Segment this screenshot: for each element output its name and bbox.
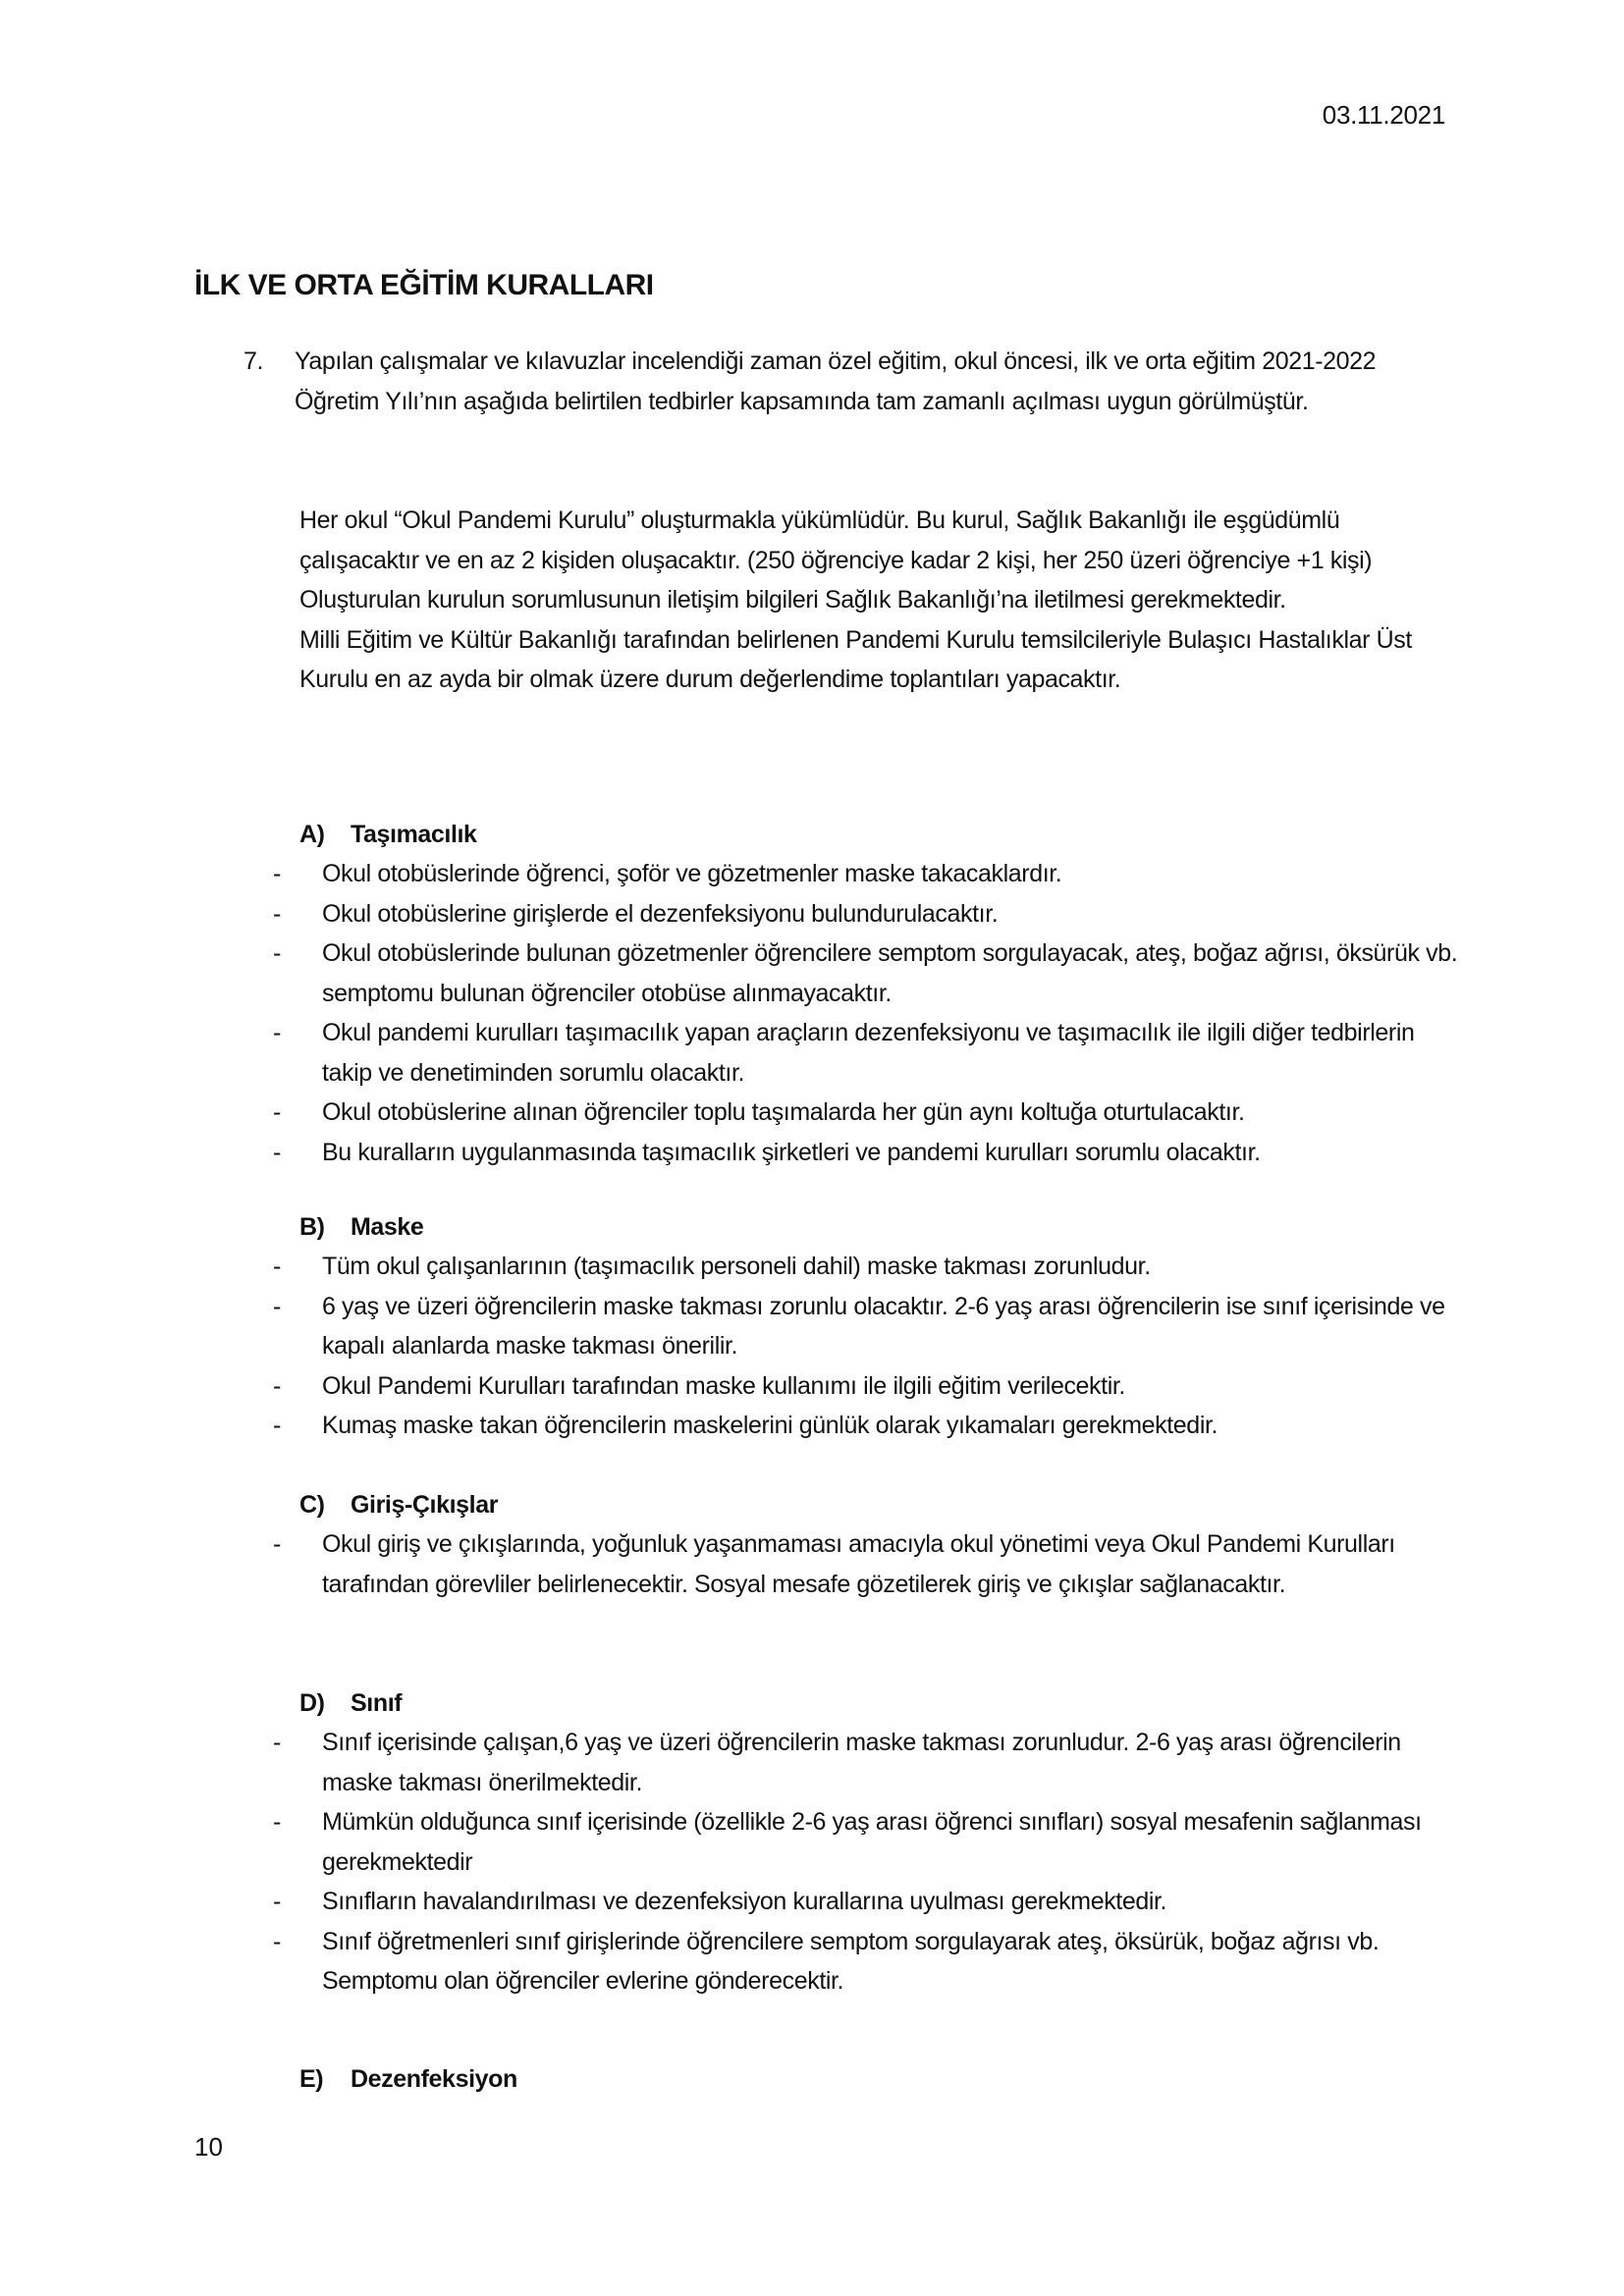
section-label: Sınıf (351, 1689, 403, 1717)
list-item: - Kumaş maske takan öğrencilerin maskelerini günlük olarak yıkamaları gerekmektedir. (265, 1406, 1463, 1446)
section-classroom (265, 1683, 1463, 2002)
dash-bullet-icon: - (273, 939, 281, 967)
list-item: - Bu kuralların uygulanmasında taşımacılık şirketleri ve pandemi kurulları sorumlu olacaktır. (265, 1133, 1463, 1173)
dash-bullet-icon: - (273, 1530, 281, 1558)
dash-bullet-icon: - (273, 899, 281, 928)
numbered-item (244, 342, 1451, 421)
bullet-list (265, 854, 1463, 1172)
list-item: - Sınıf öğretmenleri sınıf girişlerinde öğrencilere semptom sorgulayarak ateş, öksürük, boğaz ağrısı vb. Semptomu olan öğrenciler evlerine gönderecektir. (265, 1922, 1463, 2002)
page-number: 10 (194, 2132, 223, 2162)
section-label: Maske (351, 1213, 424, 1241)
dash-bullet-icon: - (273, 1019, 281, 1046)
list-item: - Tüm okul çalışanlarının (taşımacılık personeli dahil) maske takması zorunludur. (265, 1247, 1463, 1287)
bullet-list (265, 1247, 1463, 1446)
dash-bullet-icon: - (273, 1371, 281, 1400)
section-mask (265, 1207, 1463, 1446)
section-heading (299, 1207, 1463, 1247)
list-item: - Mümkün olduğunca sınıf içerisinde (özellikle 2-6 yaş arası öğrenci sınıfları) sosyal mesafenin sağlanması gerekmektedir (265, 1802, 1463, 1882)
item-number: 7. (244, 347, 264, 375)
section-entrances (265, 1485, 1463, 1604)
dash-bullet-icon: - (273, 1253, 281, 1280)
bullet-list (265, 1524, 1463, 1604)
section-heading (299, 1485, 1463, 1524)
dash-bullet-icon: - (273, 1888, 281, 1915)
section-heading (299, 815, 1463, 854)
list-item: - Okul otobüslerinde öğrenci, şoför ve gözetmenler maske takacaklardır. (265, 854, 1463, 894)
dash-bullet-icon: - (273, 1292, 281, 1320)
list-item: - Okul pandemi kurulları taşımacılık yapan araçların dezenfeksiyonu ve taşımacılık ile ilgili diğer tedbirlerin takip ve denetiminden sorumlu olacaktır. (265, 1013, 1463, 1093)
section-letter: D) (299, 1689, 325, 1717)
section-letter: A) (299, 821, 325, 848)
list-item: - Sınıfların havalandırılması ve dezenfeksiyon kurallarına uyulması gerekmektedir. (265, 1882, 1463, 1922)
section-letter: E) (299, 2065, 324, 2093)
list-item: - Okul otobüslerinde bulunan gözetmenler öğrencilere semptom sorgulayacak, ateş, boğaz ağrısı, öksürük vb. semptomu bulunan öğrenciler otobüse alınmayacaktır. (265, 934, 1463, 1013)
list-item: - Okul otobüslerine alınan öğrenciler toplu taşımalarda her gün aynı koltuğa oturtulacaktır. (265, 1093, 1463, 1133)
dash-bullet-icon: - (273, 1412, 281, 1439)
list-item: - Okul giriş ve çıkışlarında, yoğunluk yaşanmaması amacıyla okul yönetimi veya Okul Pandemi Kurulları tarafından görevliler belirlenecektir. Sosyal mesafe gözetilerek giriş ve çıkışlar sağlanacaktır. (265, 1524, 1463, 1604)
list-item: - Okul Pandemi Kurulları tarafından maske kullanımı ile ilgili eğitim verilecektir. (265, 1366, 1463, 1407)
section-disinfection (265, 2059, 1463, 2099)
paragraph: Milli Eğitim ve Kültür Bakanlığı tarafından belirlenen Pandemi Kurulu temsilcileriyle Bulaşıcı Hastalıklar Üst Kurulu en az ayda bir olmak üzere durum değerlendime toplantıları yapacaktır. (299, 625, 1412, 693)
section-label: Giriş-Çıkışlar (351, 1491, 499, 1519)
dash-bullet-icon: - (273, 1098, 281, 1126)
section-heading (299, 2059, 1463, 2099)
bullet-list (265, 1723, 1463, 2002)
dash-bullet-icon: - (273, 1138, 281, 1166)
list-item: - 6 yaş ve üzeri öğrencilerin maske takması zorunlu olacaktır. 2-6 yaş arası öğrencilerin ise sınıf içerisinde ve kapalı alanlarda maske takması önerilir. (265, 1287, 1463, 1366)
section-letter: C) (299, 1491, 325, 1519)
dash-bullet-icon: - (273, 1729, 281, 1756)
list-item: - Okul otobüslerine girişlerde el dezenfeksiyonu bulundurulacaktır. (265, 894, 1463, 934)
item-text: Yapılan çalışmalar ve kılavuzlar incelendiği zaman özel eğitim, okul öncesi, ilk ve orta eğitim 2021-2022 Öğretim Yılı’nın aşağıda belirtilen tedbirler kapsamında tam zamanlı açılması uygun görülmüştür. (295, 347, 1377, 415)
dash-bullet-icon: - (273, 1927, 281, 1955)
section-letter: B) (299, 1213, 325, 1241)
list-item: - Sınıf içerisinde çalışan,6 yaş ve üzeri öğrencilerin maske takması zorunludur. 2-6 yaş arası öğrencilerin maske takması önerilmektedir. (265, 1723, 1463, 1802)
dash-bullet-icon: - (273, 1808, 281, 1836)
section-label: Dezenfeksiyon (351, 2065, 517, 2093)
intro-paragraphs (299, 501, 1458, 700)
page-title: İLK VE ORTA EĞİTİM KURALLARI (194, 269, 654, 301)
dash-bullet-icon: - (273, 860, 281, 887)
section-label: Taşımacılık (351, 821, 477, 848)
section-heading (299, 1683, 1463, 1723)
paragraph: Her okul “Okul Pandemi Kurulu” oluşturmakla yükümlüdür. Bu kurul, Sağlık Bakanlığı ile eşgüdümlü çalışacaktır ve en az 2 kişiden oluşacaktır. (250 öğrenciye kadar 2 kişi, her 250 üzeri öğrenciye +1 kişi) Oluşturulan kurulun sorumlusunun iletişim bilgileri Sağlık Bakanlığı’na iletilmesi gerekmektedir. (299, 507, 1373, 614)
document-date: 03.11.2021 (1322, 100, 1445, 130)
section-transport (265, 815, 1463, 1172)
